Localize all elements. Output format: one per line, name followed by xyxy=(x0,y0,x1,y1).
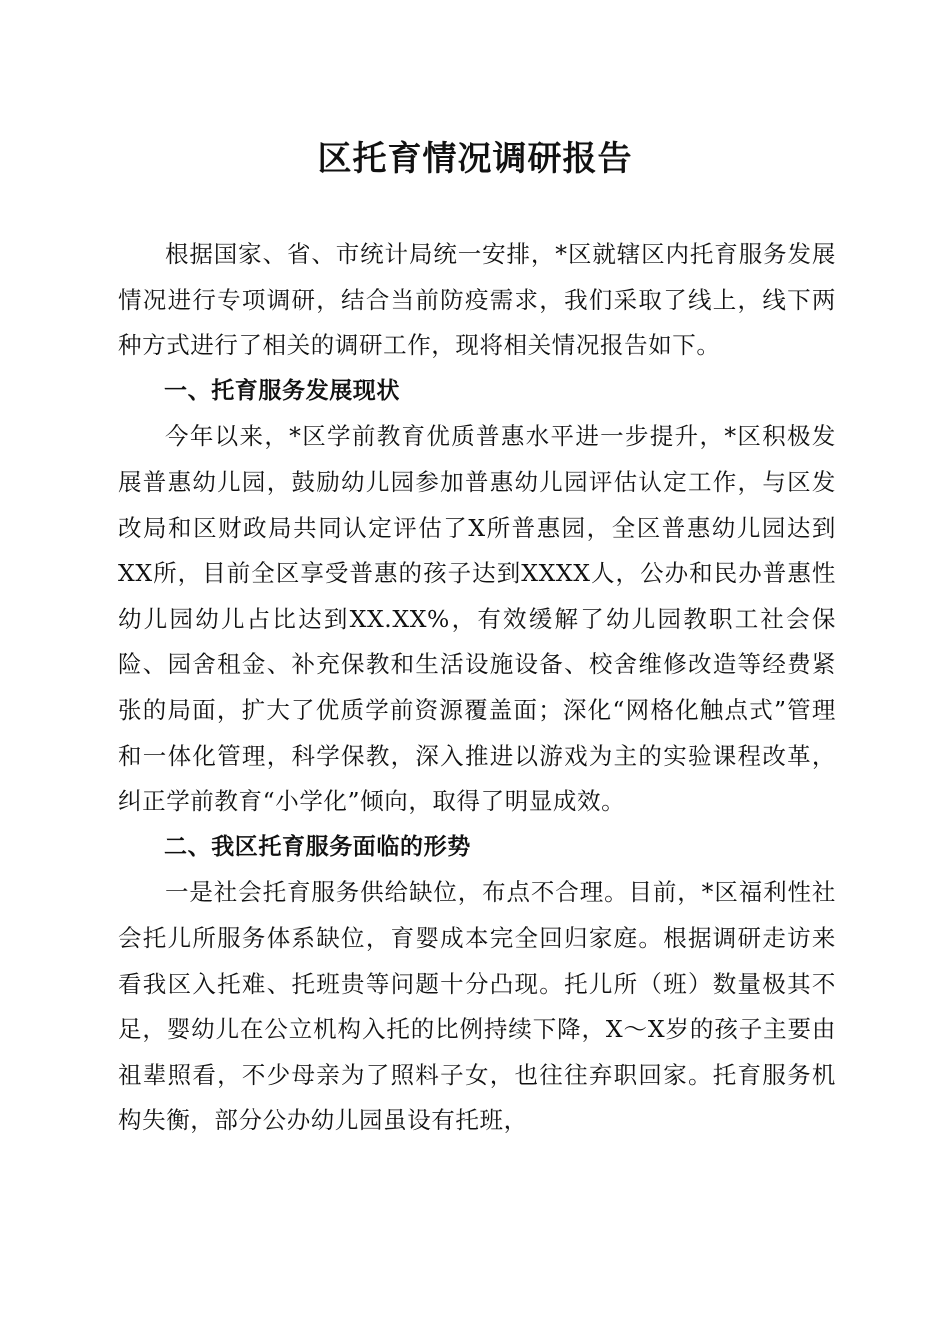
section-1-heading: 一、托育服务发展现状 xyxy=(164,377,400,404)
section-2-lead-sentence: 一是社会托育服务供给缺位，布点不合理。 xyxy=(165,878,629,907)
intro-paragraph: 根据国家、省、市统计局统一安排，*区就辖区内托育服务发展情况进行专项调研，结合当前防疫需求，我们采取了线上，线下两种方式进行了相关的调研工作，现将相关情况报告如下。 xyxy=(118,240,836,360)
document-body xyxy=(118,232,836,1144)
section-2-paragraph xyxy=(118,870,836,1144)
section-2-body-text: 目前，*区福利性社会托儿所服务体系缺位，育婴成本完全回归家庭。根据调研走访来看我区入托难、托班贵等问题十分凸现。托儿所（班）数量极其不足，婴幼儿在公立机构入托的比例持续下降，X～X岁的孩子主要由祖辈照看，不少母亲为了照料子女，也往往弃职回家。托育服务机构失衡，部分公办幼儿园虽设有托班， xyxy=(118,878,837,1135)
section-1-paragraph: 今年以来，*区学前教育优质普惠水平进一步提升，*区积极发展普惠幼儿园，鼓励幼儿园参加普惠幼儿园评估认定工作，与区发改局和区财政局共同认定评估了X所普惠园，全区普惠幼儿园达到XX所，目前全区享受普惠的孩子达到XXXX人，公办和民办普惠性幼儿园幼儿占比达到XX.XX%，有效缓解了幼儿园教职工社会保险、园舍租金、补充保教和生活设施设备、校舍维修改造等经费紧张的局面，扩大了优质学前资源覆盖面；深化“网格化触点式”管理和一体化管理，科学保教，深入推进以游戏为主的实验课程改革，纠正学前教育“小学化”倾向，取得了明显成效。 xyxy=(118,422,836,816)
document-title: 区托育情况调研报告 xyxy=(317,139,633,179)
section-2-heading: 二、我区托育服务面临的形势 xyxy=(164,833,471,860)
